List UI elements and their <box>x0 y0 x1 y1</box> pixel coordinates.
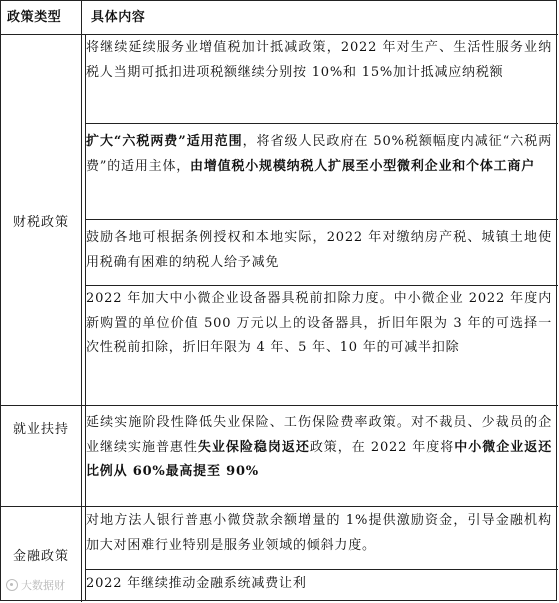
employment-row-1: 延续实施阶段性降低失业保险、工伤保险费率政策。对不裁员、少裁员的企业继续实施普惠性失业保险稳岗返还政策，在 2022 年度将中小微企业返还比例从 60%最高提至 90% <box>86 415 552 479</box>
category-employment: 就业扶持 <box>12 421 69 437</box>
tax-row-3: 鼓励各地可根据条例授权和本地实际，2022 年对缴纳房产税、城镇土地使用税确有困难的纳税人给予减免 <box>86 230 552 270</box>
row-divider <box>85 219 558 220</box>
section-divider <box>1 506 558 507</box>
finance-row-2: 2022 年继续推动金融系统减费让利 <box>86 576 307 591</box>
watermark <box>6 577 65 593</box>
row-divider <box>85 569 558 570</box>
column-divider <box>81 1 82 602</box>
tax-row-2: 扩大“六税两费”适用范围，将省级人民政府在 50%税额幅度内减征“六税两费”的适用主体，由增值税小规模纳税人扩展至小型微利企业和个体工商户 <box>86 134 552 174</box>
tax-row-1: 将继续延续服务业增值税加计抵减政策，2022 年对生产、生活性服务业纳税人当期可抵扣进项税额继续分别按 10%和 15%加计抵减应纳税额 <box>86 40 552 80</box>
finance-row-1: 对地方法人银行普惠小微贷款余额增量的 1%提供激励资金，引导金融机构加大对困难行业特别是服务业领域的倾斜力度。 <box>86 513 552 553</box>
section-divider <box>1 405 558 406</box>
header-content: 具体内容 <box>91 10 146 25</box>
header-divider <box>1 34 558 35</box>
header-policy-type: 政策类型 <box>7 10 62 25</box>
category-finance: 金融政策 <box>12 548 69 564</box>
sina-logo-icon <box>6 579 18 591</box>
row-divider <box>85 123 558 124</box>
tax-row-4: 2022 年加大中小微企业设备器具税前扣除力度。中小微企业 2022 年度内新购置的单位价值 500 万元以上的设备器具，折旧年限为 3 年的可选择一次性税前扣除，折旧年限为 4 年、5 年、10 年的可减半扣除 <box>86 291 552 355</box>
watermark-text: 大数据财 <box>21 579 65 592</box>
row-divider <box>85 285 558 286</box>
category-tax: 财税政策 <box>12 214 69 230</box>
